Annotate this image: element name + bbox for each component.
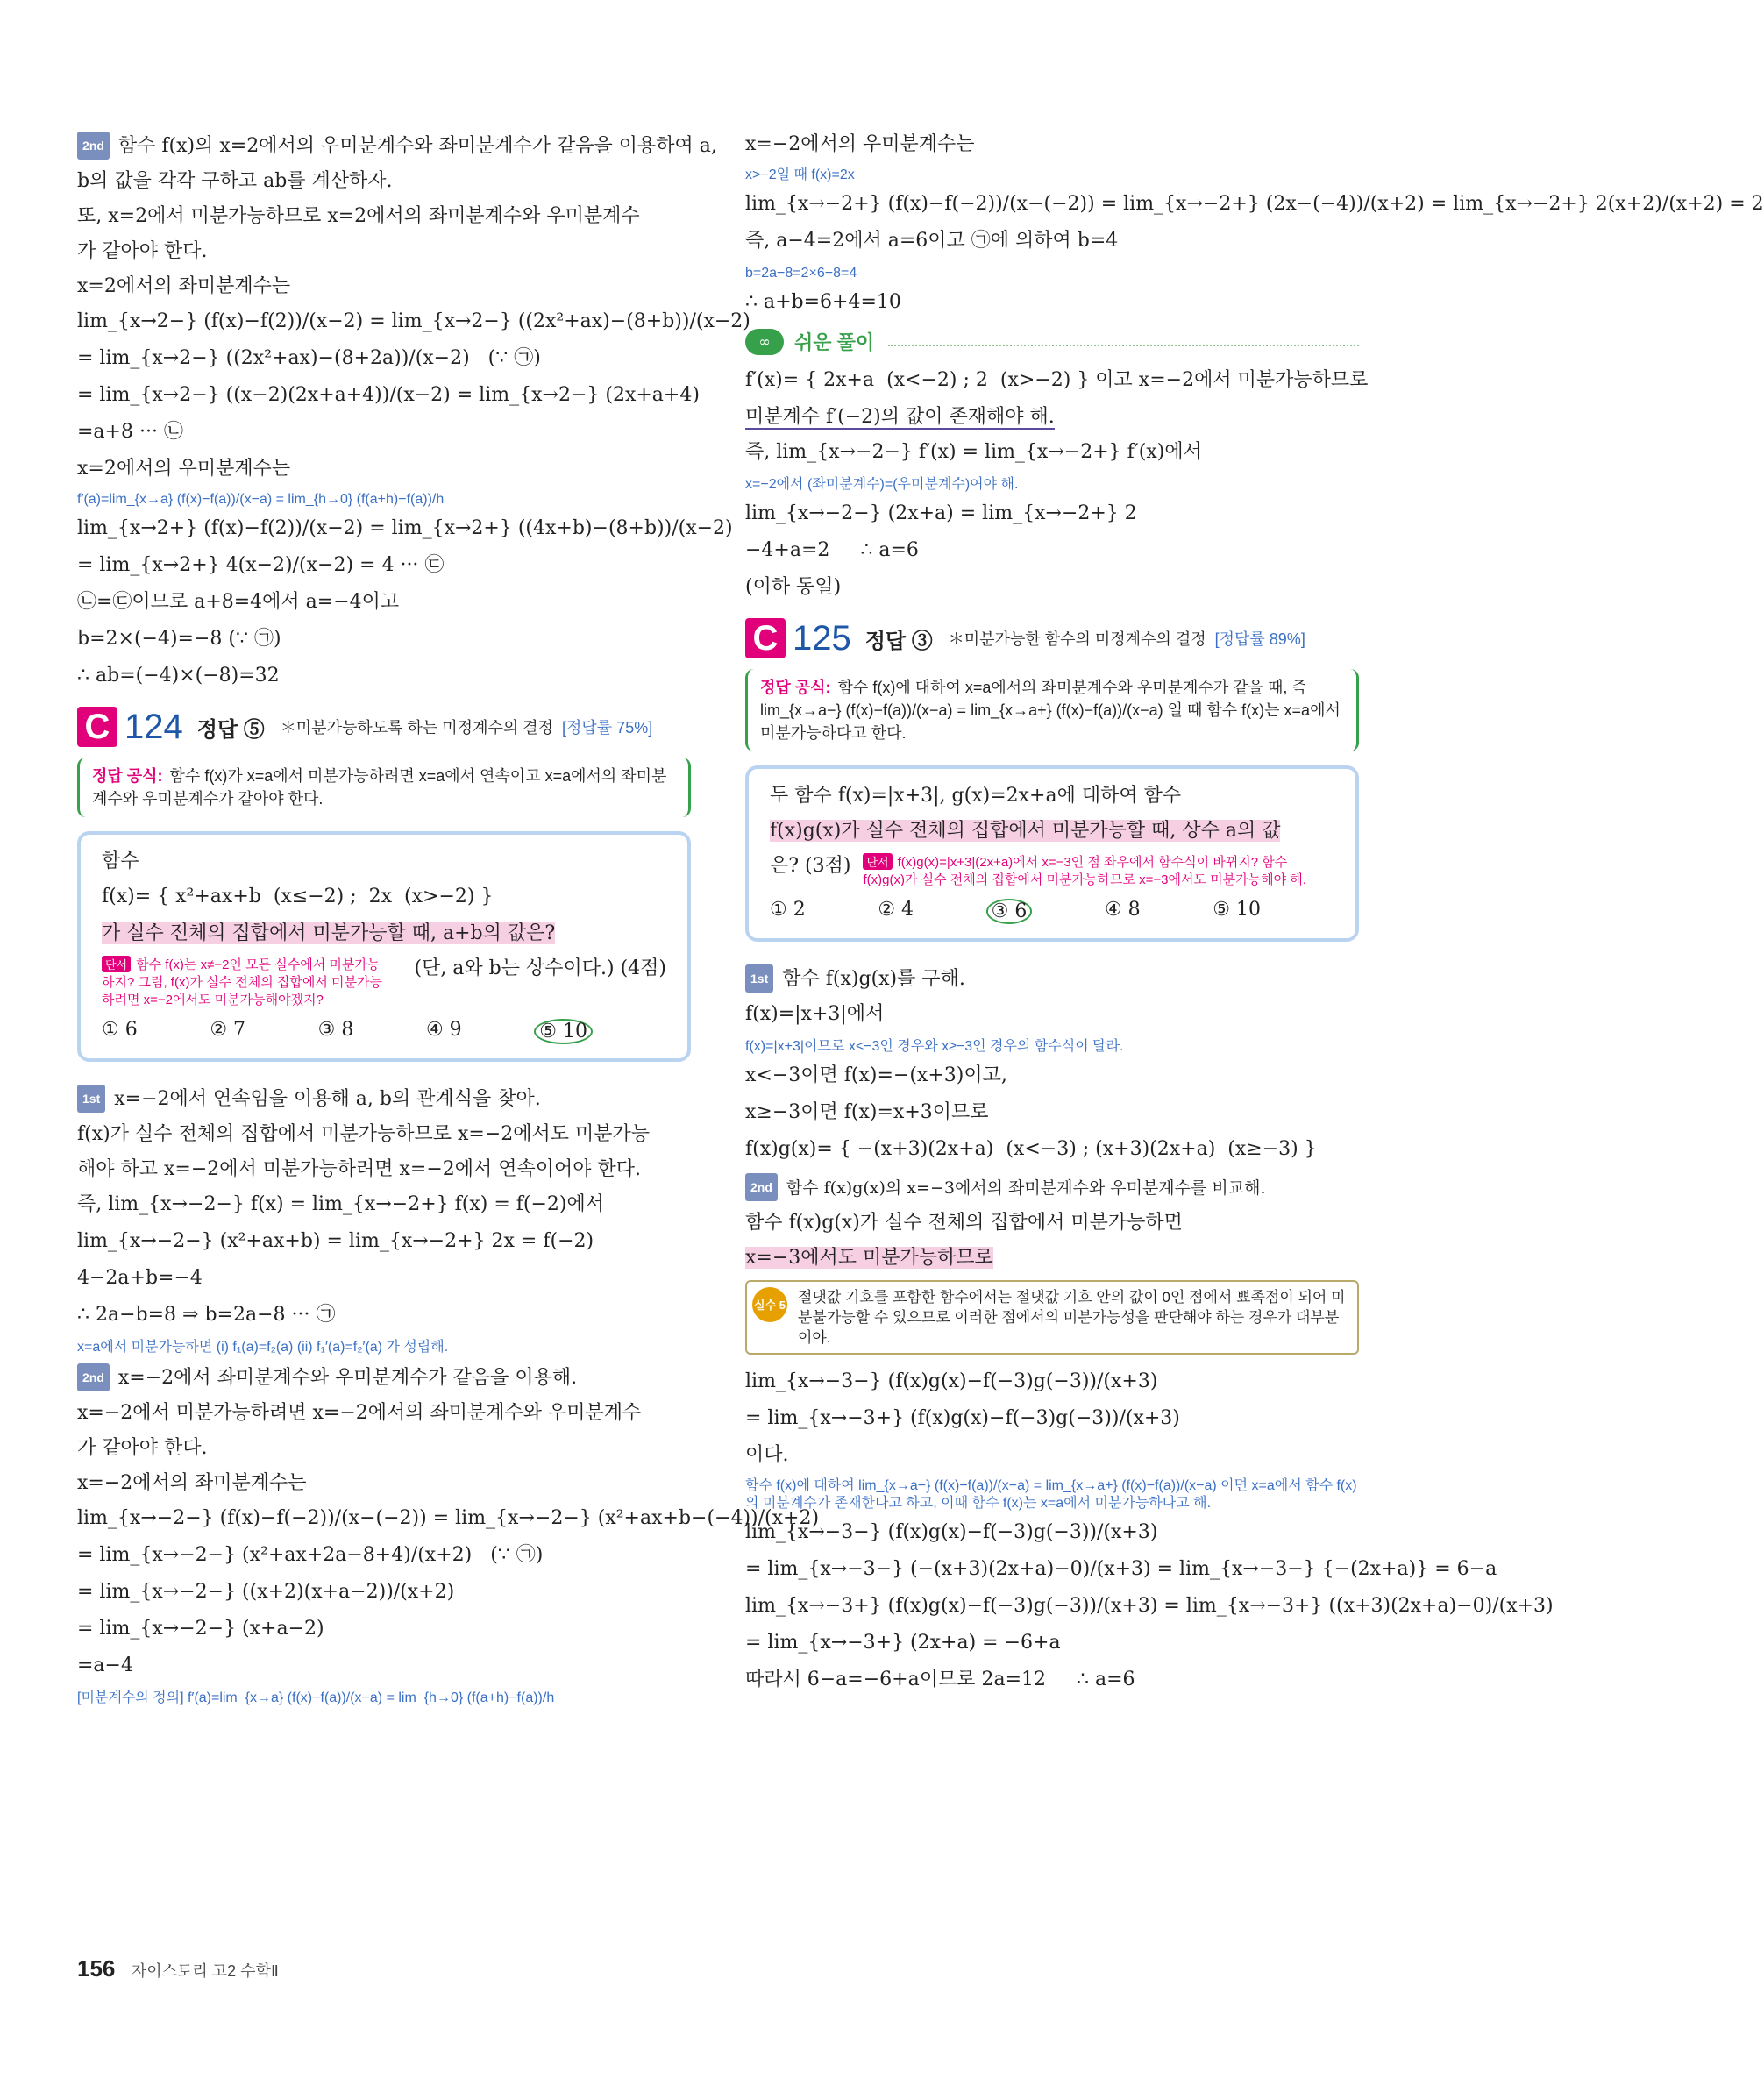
step-2-title: 함수 f(x)의 x=2에서의 우미분계수와 좌미분계수가 같음을 이용하여 a, — [117, 135, 717, 157]
text-line — [745, 404, 1359, 431]
page-footer — [77, 1955, 279, 1982]
mistake-icon: 실수 5 — [752, 1287, 787, 1322]
step-2b-badge: 2nd — [77, 1363, 110, 1391]
problem-text: 두 함수 f(x)=|x+3|, g(x)=2x+a에 대하여 함수 — [770, 785, 1182, 807]
choice-2: ② 4 — [878, 899, 914, 921]
problem-number: 124 — [124, 707, 183, 746]
glasses-icon: ∞ — [745, 329, 784, 355]
choice-2: ② 7 — [210, 1019, 246, 1041]
step-1-badge: 1st — [745, 964, 773, 993]
problem-124-box — [77, 831, 691, 1062]
choices — [102, 1019, 593, 1044]
math-line: = lim_{x→2−} ((x−2)(2x+a+4))/(x−2) = lim_{x→2−} (2x+a+4) — [77, 384, 700, 406]
highlighted-text: x=−3에서도 미분가능하므로 — [745, 1247, 993, 1269]
step-1-badge: 1st — [77, 1085, 105, 1113]
level-badge: C — [745, 618, 786, 658]
math-line: ∴ 2a−b=8 ⇒ b=2a−8 ··· ㉠ — [77, 1304, 336, 1326]
math-line: = lim_{x→2−} ((2x²+ax)−(8+2a))/(x−2) (∵ ㉠) — [77, 347, 541, 369]
math-line: = lim_{x→−2−} (x+a−2) — [77, 1618, 324, 1640]
text-line: 가 같아야 한다. — [77, 240, 208, 262]
answer-label: 정답 ⑤ — [196, 717, 265, 742]
math-line: lim_{x→−2+} (f(x)−f(−2))/(x−(−2)) = lim_{x→−2+} (2x−(−4))/(x+2) = lim_{x→−2+} 2(x+2)/(x+2) = 2 — [745, 193, 1764, 215]
underlined-text: 미분계수 f′(−2)의 값이 존재해야 해. — [745, 406, 1055, 428]
side-note: f(x)=|x+3|이므로 x<−3인 경우와 x≥−3인 경우의 함수식이 달라. — [745, 1039, 1124, 1054]
hint-text: f(x)g(x)=|x+3|(2x+a)에서 x=−3인 점 좌우에서 함수식이 바뀌지? 함수 f(x)g(x)가 실수 전체의 집합에서 미분가능하므로 x=−3에서도 미분가능해야 해. — [863, 855, 1306, 887]
choice-3-correct: ③ 6 — [986, 899, 1033, 924]
section-125-header — [745, 618, 1359, 658]
choice-1: ① 6 — [102, 1019, 138, 1041]
easy-solution-label: 쉬운 풀이 — [794, 331, 875, 353]
answer-label: 정답 ③ — [864, 629, 933, 653]
math-line: = lim_{x→−2−} ((x+2)(x+a−2))/(x+2) — [77, 1581, 455, 1603]
math-line: 4−2a+b=−4 — [77, 1267, 203, 1289]
formula-text: 함수 f(x)가 x=a에서 미분가능하려면 x=a에서 연속이고 x=a에서의 좌미분계수와 우미분계수가 같아야 한다. — [92, 767, 667, 808]
formula-label: 정답 공식: — [92, 767, 163, 785]
step-2-title-cont: b의 값을 각각 구하고 ab를 계산하자. — [77, 170, 393, 192]
step-2b-heading — [77, 1363, 691, 1391]
step-1-title: x=−2에서 연속임을 이용해 a, b의 관계식을 찾아. — [114, 1088, 541, 1110]
step-2-badge: 2nd — [745, 1173, 778, 1201]
formula-label: 정답 공식: — [760, 679, 831, 696]
side-note: x>−2일 때 f(x)=2x — [745, 167, 855, 182]
problem-hint-row — [770, 853, 1334, 888]
problem-text — [770, 818, 1334, 844]
math-line: f(x)=|x+3|에서 — [745, 1003, 885, 1025]
text-line: 가 같아야 한다. — [77, 1437, 208, 1459]
choices — [770, 899, 1261, 924]
problem-text — [102, 921, 666, 947]
math-line: lim_{x→−3+} (f(x)g(x)−f(−3)g(−3))/(x+3) = lim_{x→−3+} ((x+3)(2x+a)−0)/(x+3) — [745, 1595, 1554, 1617]
problem-text: 함수 — [102, 850, 139, 872]
math-line: f′(x)= { 2x+a (x<−2) ; 2 (x>−2) } 이고 x=−2에서 미분가능하므로 — [745, 369, 1369, 391]
math-line: ∴ a+b=6+4=10 — [745, 291, 901, 313]
step-2-heading — [77, 132, 717, 160]
math-line: = lim_{x→−2−} (x²+ax+2a−8+4)/(x+2) (∵ ㉠) — [77, 1544, 544, 1566]
step-2-heading — [745, 1173, 1359, 1201]
math-line: x<−3이면 f(x)=−(x+3)이고, — [745, 1064, 1007, 1086]
text-line: x=2에서의 좌미분계수는 — [77, 275, 291, 297]
answer-formula-box — [745, 669, 1359, 751]
math-line: −4+a=2 ∴ a=6 — [745, 539, 919, 561]
choice-5-correct: ⑤ 10 — [534, 1019, 593, 1044]
math-line: = lim_{x→2+} 4(x−2)/(x−2) = 4 ··· ㉢ — [77, 554, 445, 576]
answer-formula-box — [77, 758, 691, 817]
text-line: 해야 하고 x=−2에서 미분가능하려면 x=−2에서 연속이어야 한다. — [77, 1158, 642, 1180]
problem-125-box — [745, 765, 1359, 942]
text-line: 이다. — [745, 1444, 789, 1466]
math-line: = lim_{x→−3−} (−(x+3)(2x+a)−0)/(x+3) = lim_{x→−3−} {−(2x+a)} = 6−a — [745, 1558, 1497, 1580]
math-line: = lim_{x→−3+} (f(x)g(x)−f(−3)g(−3))/(x+3) — [745, 1407, 1180, 1429]
math-line: b=2×(−4)=−8 (∵ ㉠) — [77, 628, 281, 650]
text-line — [745, 1245, 1359, 1271]
right-column — [745, 132, 1764, 1704]
section-124-header — [77, 707, 691, 747]
math-line: x≥−3이면 f(x)=x+3이므로 — [745, 1101, 989, 1123]
choice-3: ③ 8 — [317, 1019, 354, 1041]
problem-question: f(x)g(x)가 실수 전체의 집합에서 미분가능할 때, 상수 a의 값 — [770, 820, 1281, 842]
level-badge: C — [77, 707, 117, 747]
correct-rate: [정답률 75%] — [562, 719, 653, 737]
text-line: (이하 동일) — [745, 576, 842, 598]
step-2-title: 함수 f(x)g(x)의 x=−3에서의 좌미분계수와 우미분계수를 비교해. — [786, 1178, 1266, 1198]
tip-text: 절댓값 기호를 포함한 함수에서는 절댓값 기호 안의 값이 0인 점에서 뾰족점이 되어 미분불가능할 수 있으므로 이러한 점에서의 미분가능성을 판단해야 하는 경우가 대부분이야. — [798, 1289, 1346, 1346]
math-line: 즉, lim_{x→−2−} f(x) = lim_{x→−2+} f(x) = f(−2)에서 — [77, 1193, 605, 1215]
math-line: lim_{x→−3−} (f(x)g(x)−f(−3)g(−3))/(x+3) — [745, 1521, 1158, 1543]
text-line: x=2에서의 우미분계수는 — [77, 458, 291, 480]
math-line: lim_{x→2−} (f(x)−f(2))/(x−2) = lim_{x→2−} ((2x²+ax)−(8+b))/(x−2) — [77, 310, 750, 332]
math-line: lim_{x→−2−} (f(x)−f(−2))/(x−(−2)) = lim_{x→−2−} (x²+ax+b−(−4))/(x+2) — [77, 1507, 820, 1529]
problem-hint-row — [102, 956, 666, 1008]
wavy-divider — [888, 338, 1359, 346]
easy-solution-header — [745, 328, 1359, 355]
book-title: 자이스토리 고2 수학Ⅱ — [131, 1962, 279, 1980]
side-note: x=−2에서 (좌미분계수)=(우미분계수)여야 해. — [745, 477, 1019, 492]
step-1-title: 함수 f(x)g(x)를 구해. — [782, 968, 965, 990]
math-line: lim_{x→−2−} (2x+a) = lim_{x→−2+} 2 — [745, 502, 1137, 524]
problem-number: 125 — [793, 618, 851, 658]
topic-label: ＊미분가능하도록 하는 미정계수의 결정 — [280, 719, 554, 737]
math-line: 따라서 6−a=−6+a이므로 2a=12 ∴ a=6 — [745, 1669, 1135, 1690]
problem-condition: 은? (3점) — [770, 855, 851, 877]
side-note: x=a에서 미분가능하면 (i) f₁(a)=f₂(a) (ii) f₁′(a)=f₂′(a) 가 성립해. — [77, 1340, 449, 1355]
hint-text: 함수 f(x)는 x≠−2인 모든 실수에서 미분가능하지? 그럼, f(x)가 실수 전체의 집합에서 미분가능하려면 x=−2에서도 미분가능해야겠지? — [102, 957, 382, 1007]
math-line: lim_{x→2+} (f(x)−f(2))/(x−2) = lim_{x→2+} ((4x+b)−(8+b))/(x−2) — [77, 517, 733, 539]
hint-block — [863, 853, 1319, 888]
math-line: 즉, lim_{x→−2−} f′(x) = lim_{x→−2+} f′(x)에서 — [745, 441, 1202, 463]
step-2b-title: x=−2에서 좌미분계수와 우미분계수가 같음을 이용해. — [117, 1367, 578, 1389]
step-1-heading — [77, 1085, 691, 1113]
math-line: =a+8 ··· ㉡ — [77, 421, 183, 443]
problem-question: 가 실수 전체의 집합에서 미분가능할 때, a+b의 값은? — [102, 922, 556, 944]
text-line: 또, x=2에서 미분가능하므로 x=2에서의 좌미분계수와 우미분계수 — [77, 205, 640, 227]
math-line: = lim_{x→−3+} (2x+a) = −6+a — [745, 1632, 1061, 1654]
topic-label: ＊미분가능한 함수의 미정계수의 결정 — [948, 630, 1206, 648]
text-line: 함수 f(x)g(x)가 실수 전체의 집합에서 미분가능하면 — [745, 1212, 1183, 1234]
side-note: f′(a)=lim_{x→a} (f(x)−f(a))/(x−a) = lim_{h→0} (f(a+h)−f(a))/h — [77, 492, 445, 507]
text-line: x=−2에서의 우미분계수는 — [745, 133, 975, 155]
math-line: 즉, a−4=2에서 a=6이고 ㉠에 의하여 b=4 — [745, 230, 1119, 252]
choice-1: ① 2 — [770, 899, 806, 921]
text-line: f(x)가 실수 전체의 집합에서 미분가능하므로 x=−2에서도 미분가능 — [77, 1123, 650, 1145]
page-number: 156 — [77, 1955, 116, 1982]
side-note: b=2a−8=2×6−8=4 — [745, 266, 857, 281]
mistake-tip-box — [745, 1280, 1359, 1355]
text-line: x=−2에서의 좌미분계수는 — [77, 1472, 307, 1494]
math-line: =a−4 — [77, 1655, 133, 1676]
formula-text: 함수 f(x)에 대하여 x=a에서의 좌미분계수와 우미분계수가 같을 때, 즉 lim_{x→a−} (f(x)−f(a))/(x−a) = lim_{x→a+} (f(x)−f(a))/(x−a) 일 때 함수 f(x)는 x=a에서 미분가능하다고 한다. — [760, 679, 1341, 742]
math-line: f(x)g(x)= { −(x+3)(2x+a) (x<−3) ; (x+3)(2x+a) (x≥−3) } — [745, 1138, 1317, 1160]
choice-5: ⑤ 10 — [1213, 899, 1261, 921]
hint-block — [102, 956, 391, 1008]
math-line: ∴ ab=(−4)×(−8)=32 — [77, 665, 280, 687]
math-line: lim_{x→−2−} (x²+ax+b) = lim_{x→−2+} 2x = f(−2) — [77, 1230, 594, 1252]
math-line: lim_{x→−3−} (f(x)g(x)−f(−3)g(−3))/(x+3) — [745, 1370, 1158, 1392]
side-note: 함수 f(x)에 대하여 lim_{x→a−} (f(x)−f(a))/(x−a) = lim_{x→a+} (f(x)−f(a))/(x−a) 이면 x=a에서 함수 f(x)의 미분계수가 존재한다고 하고, 이때 함수 f(x)는 x=a에서 미분가능하다고 해. — [745, 1478, 1357, 1511]
correct-rate: [정답률 89%] — [1214, 630, 1305, 648]
step-2-badge: 2nd — [77, 132, 110, 160]
hint-tag: 단서 — [102, 956, 131, 972]
text-line: x=−2에서 미분가능하려면 x=−2에서의 좌미분계수와 우미분계수 — [77, 1402, 642, 1424]
choice-4: ④ 9 — [425, 1019, 462, 1041]
step-1-heading — [745, 964, 1359, 993]
side-note: [미분계수의 정의] f′(a)=lim_{x→a} (f(x)−f(a))/(x−a) = lim_{h→0} (f(a+h)−f(a))/h — [77, 1690, 555, 1705]
math-line: ㉡=㉢이므로 a+8=4에서 a=−4이고 — [77, 591, 400, 613]
hint-tag: 단서 — [863, 853, 892, 870]
choice-4: ④ 8 — [1104, 899, 1141, 921]
problem-function: f(x)= { x²+ax+b (x≤−2) ; 2x (x>−2) } — [102, 886, 494, 907]
problem-condition: (단, a와 b는 상수이다.) (4점) — [414, 957, 666, 979]
